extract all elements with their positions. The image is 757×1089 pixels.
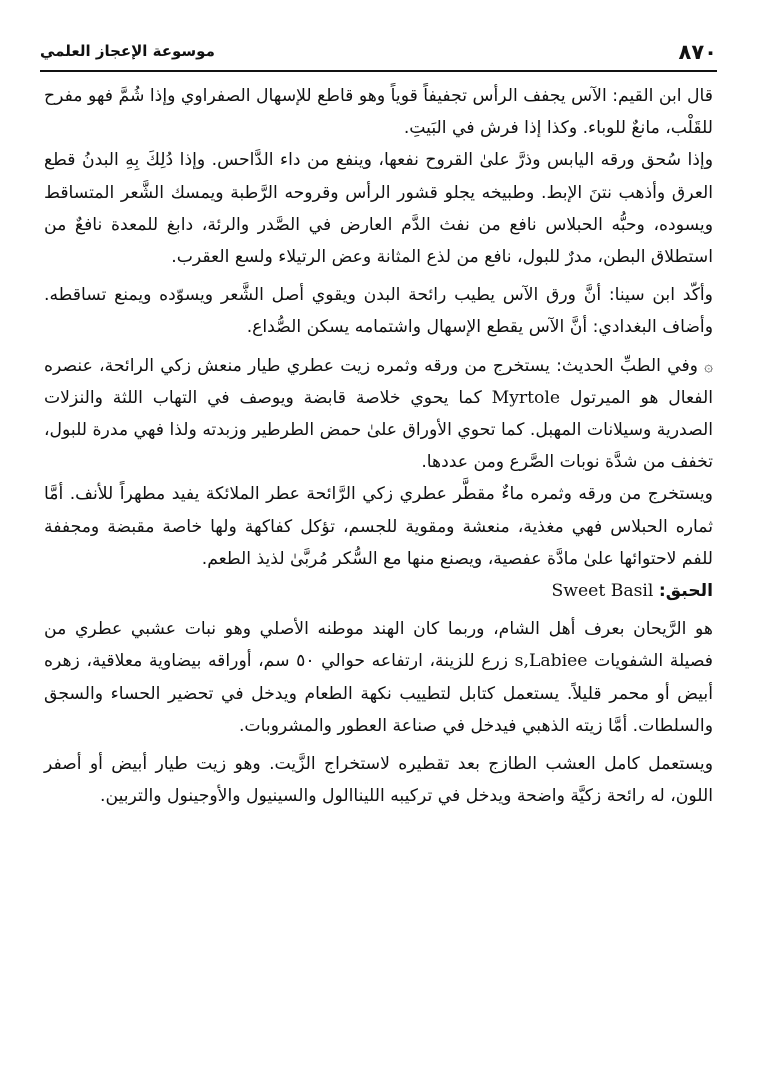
header-divider	[40, 70, 717, 72]
modern-medicine-text-2: كما يحوي خلاصة قابضة ويوصف في التهاب اللثة والنزلات الصدرية وسيلانات المهبل. كما تحوي الأوراق علىٰ حمض الطرطير وزبدته ولذا فهي مدرة للبول، تخفف من شدَّة نوبات الصَّرع ومن عددها.	[44, 387, 713, 473]
paragraph-modern-medicine	[44, 350, 713, 479]
page-body	[44, 80, 713, 812]
paragraph-distilled-water: ويستخرج من ورقه وثمره ماءٌ مقطَّر عطري زكي الرَّائحة عطر الملائكة يفيد مطهراً للأنف. أمَّا ثماره الحبلاس فهي مغذية، منعشة ومقوية للجسم، تؤكل كفاكهة ولها خاصة مقبضة ومجففة للفم لاحتوائها علىٰ مادَّة عفصية، ويصنع منها مع السُّكر مُربَّىٰ لذيذ الطعم.	[44, 484, 713, 569]
heading-label: الحبق:	[658, 581, 713, 602]
page-header	[40, 38, 717, 70]
paragraph-basil-description	[44, 613, 713, 742]
latin-term-myrtole: Myrtole	[491, 387, 561, 408]
paragraph-myrtle-uses: وإذا سُحق ورقه اليابس وذرَّ علىٰ القروح نفعها، وينفع من داء الدَّاحس. وإذا دُلِكَ بِهِ البدنُ قطع العرق وأذهب نتنَ الإبط. وطبيخه يجلو قشور الرأس وقروحه الرَّطبة ويمسك الشَّعر المتساقط ويسوده، وحبُّه الحبلاس نافع من نفث الدَّم العارض في الصَّدر والرئة، دابغ للمعدة نافعٌ من استطلاق البطن، مدرٌ للبول، نافع من لذع المثانة وعض الرتيلاء ولسع العقرب.	[44, 150, 713, 268]
running-title: موسوعة الإعجاز العلمي	[40, 42, 215, 60]
section-heading-basil	[44, 575, 713, 607]
heading-latin-name: Sweet Basil	[551, 581, 654, 602]
modern-medicine-text-1: وفي الطبِّ الحديث: يستخرج من ورقه وثمره زيت عطري طيار منعش زكي الرائحة، عنصره الفعال هو الميرتول	[44, 355, 714, 408]
paragraph-ibn-sina: وأكّد ابن سينا: أنَّ ورق الآس يطيب رائحة البدن ويقوي أصل الشَّعر ويسوّده ويمنع تساقطه. وأضاف البغدادي: أنَّ الآس يقطع الإسهال واشتمامه يسكن الصُّداع.	[44, 285, 713, 338]
ornament-icon: ۞	[704, 356, 713, 375]
basil-text-2: زرع للزينة، ارتفاعه حوالي ٥٠ سم، أوراقه بيضاوية معلاقية، زهره أبيض أو محمر قليلاً. يستعمل كتابل لتطييب نكهة الطعام ويدخل في تحضير الحساء والسجق والسلطات. أمَّا زيته الذهبي فيدخل في صناعة العطور والمشروبات.	[44, 651, 713, 736]
latin-term-labiee: s,Labiee	[514, 651, 588, 672]
paragraph-basil-oil: ويستعمل كامل العشب الطازج بعد تقطيره لاستخراج الزَّيت. وهو زيت طيار أبيض أو أصفر اللون، له رائحة زكيَّة واضحة ويدخل في تركيبه الليناالول والسينيول والأوجينول والتربين.	[44, 754, 713, 807]
page-number: ٨٧٠	[678, 40, 717, 64]
paragraph-ibn-qayyim: قال ابن القيم: الآس يجفف الرأس تجفيفاً قوياً وهو قاطع للإسهال الصفراوي وإذا شُمَّ فهو مفرح للقَلْب، مانعٌ للوباء. وكذا إذا فرش في البَيتِ.	[44, 86, 713, 139]
basil-text-1: هو الرَّيحان بعرف أهل الشام، وربما كان الهند موطنه الأصلي وهو نبات عشبي عطري من فصيلة الشفويات	[44, 619, 713, 672]
